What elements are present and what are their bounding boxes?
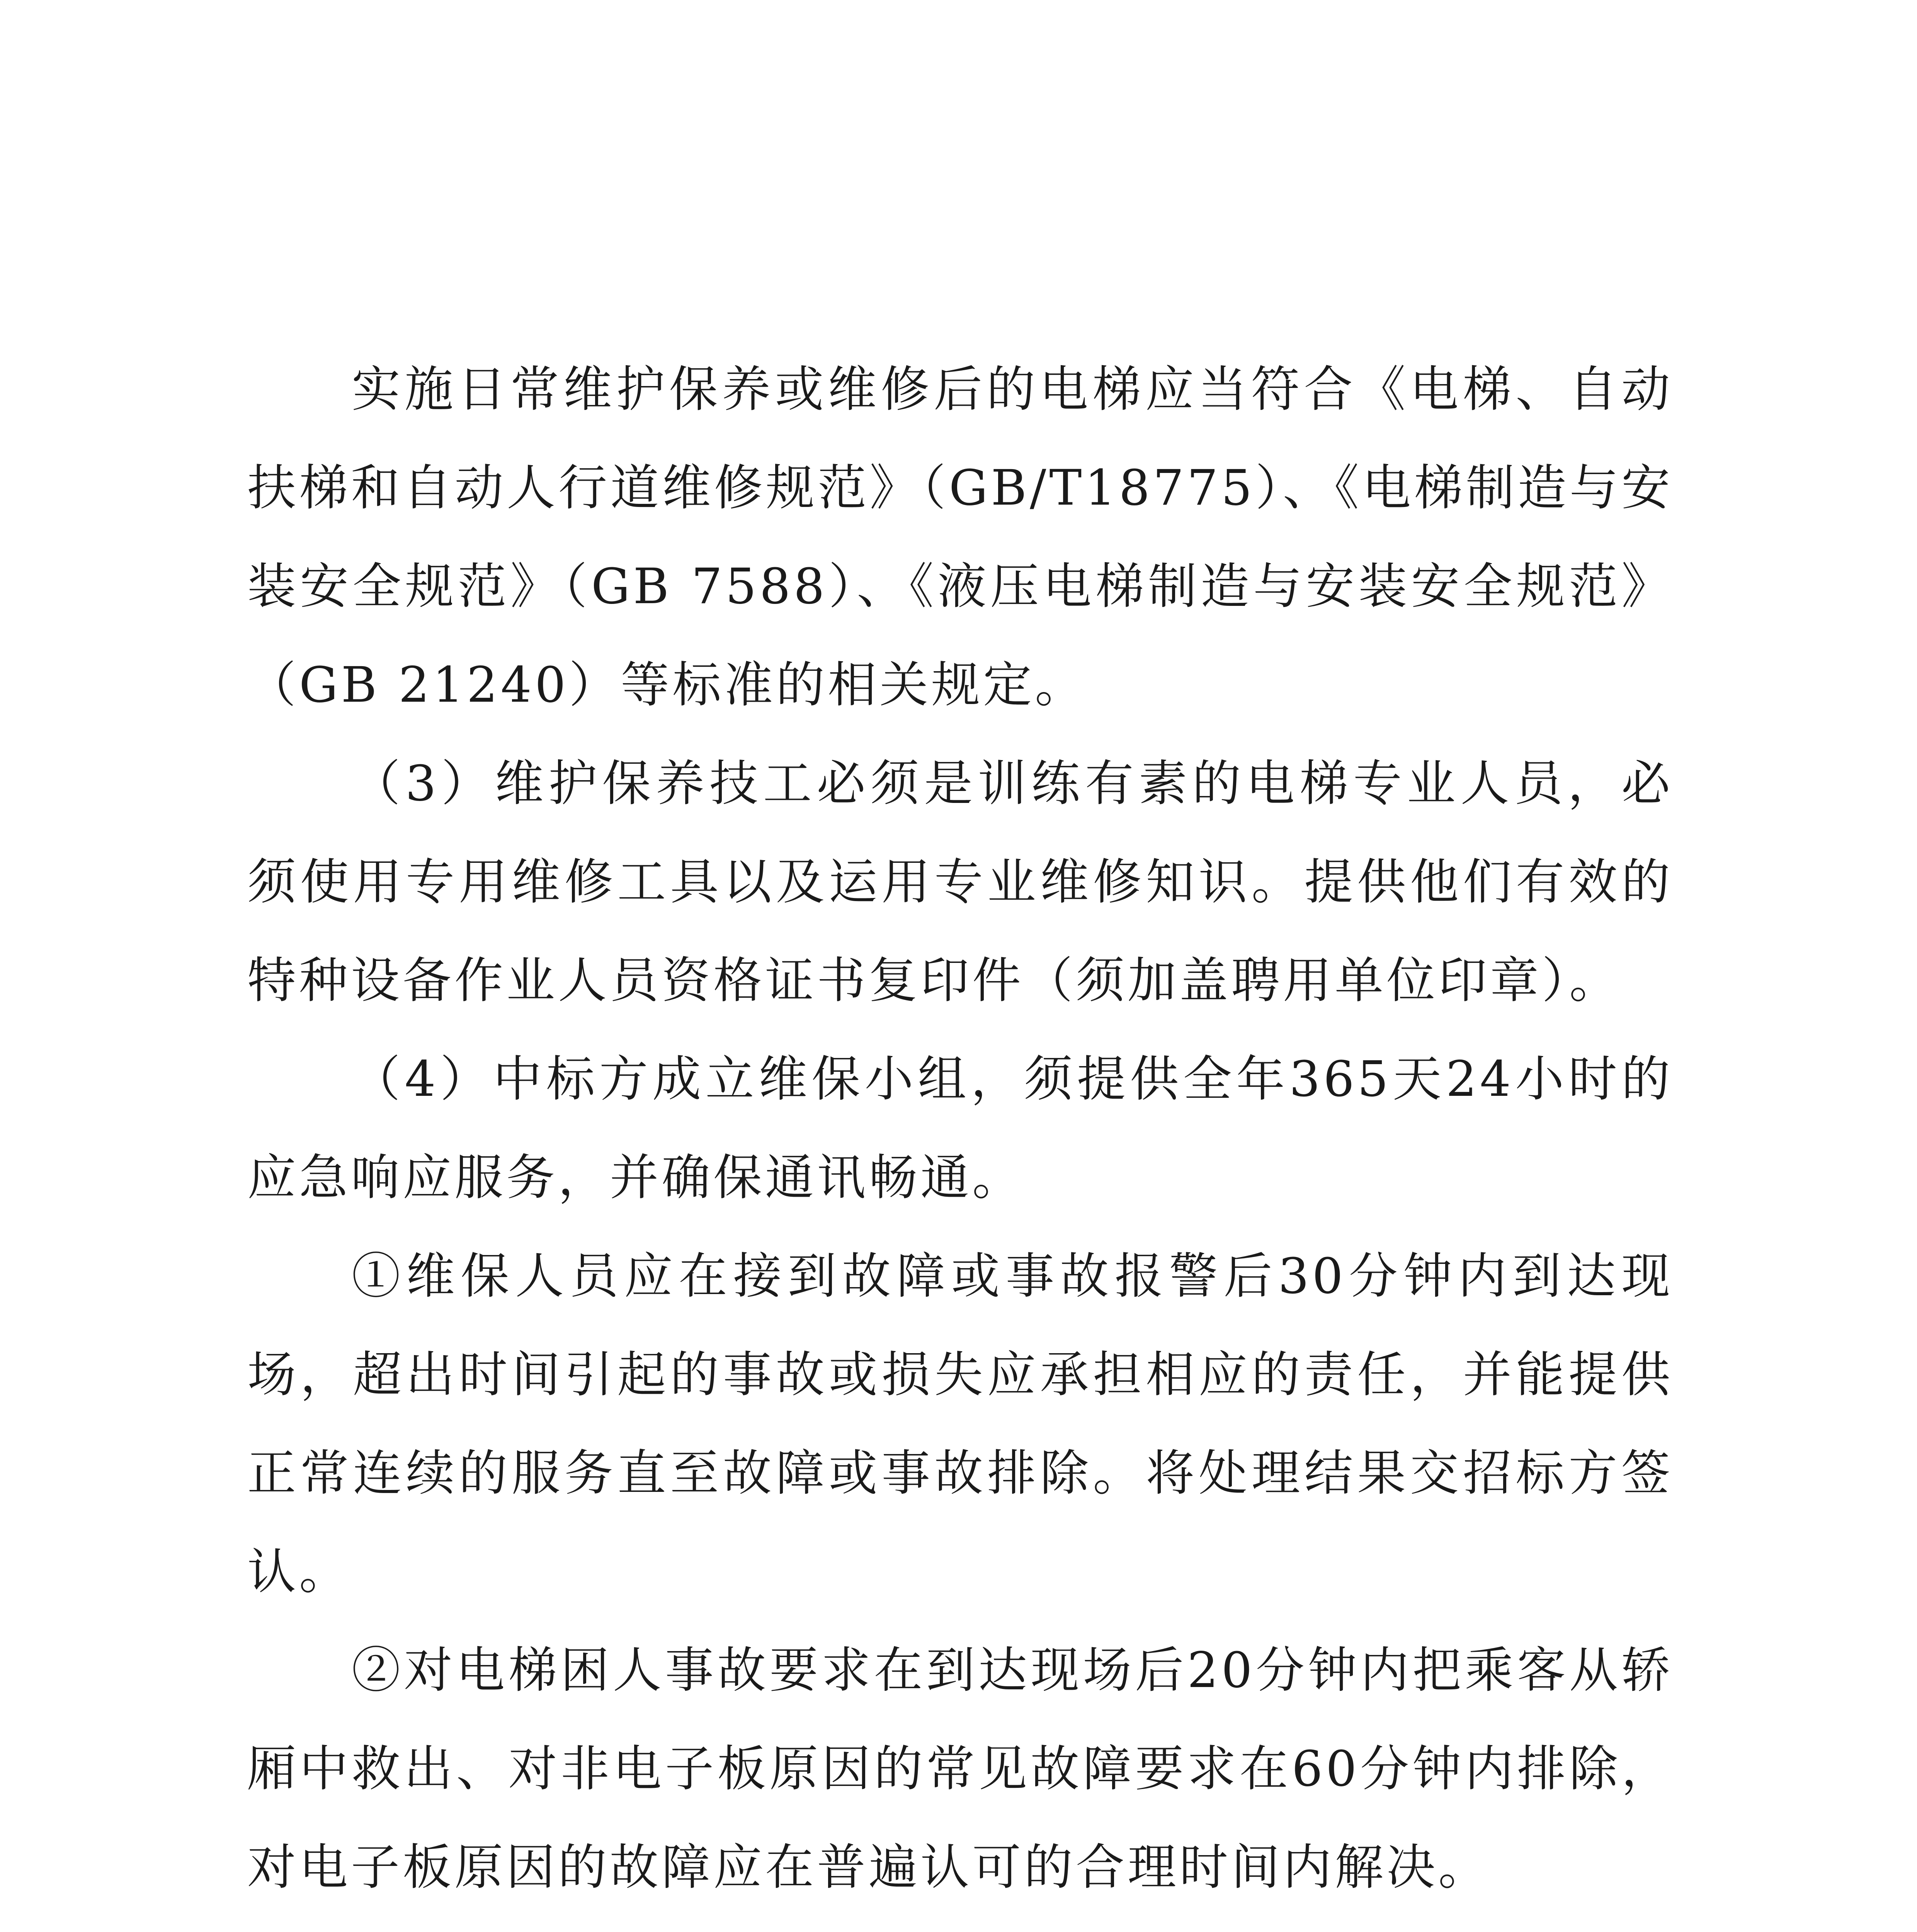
paragraph-item-4-1: ①维保人员应在接到故障或事故报警后30分钟内到达现场，超出时间引起的事故或损失应承担相应的责任，并能提供正常连续的服务直至故障或事故排除。将处理结果交招标方签认。 — [247, 1248, 1673, 1600]
paragraph-standards: 实施日常维护保养或维修后的电梯应当符合《电梯、自动扶梯和自动人行道维修规范》（GB/T18775）、《电梯制造与安装安全规范》（GB 7588）、《液压电梯制造与安装安全规范》（GB 21240）等标准的相关规定。 — [247, 361, 1673, 713]
paragraph-item-3: （3）维护保养技工必须是训练有素的电梯专业人员，必须使用专用维修工具以及运用专业维修知识。提供他们有效的特种设备作业人员资格证书复印件（须加盖聘用单位印章）。 — [247, 755, 1673, 1009]
paragraph-item-4-2: ②对电梯困人事故要求在到达现场后20分钟内把乘客从轿厢中救出、对非电子板原因的常见故障要求在60分钟内排除，对电子板原因的故障应在普遍认可的合理时间内解决。 — [247, 1642, 1673, 1896]
body-text — [247, 340, 1673, 1932]
paragraph-item-5 — [247, 1917, 1673, 1932]
paragraph-item-4: （4）中标方成立维保小组，须提供全年365天24小时的应急响应服务，并确保通讯畅通。 — [247, 1051, 1673, 1206]
